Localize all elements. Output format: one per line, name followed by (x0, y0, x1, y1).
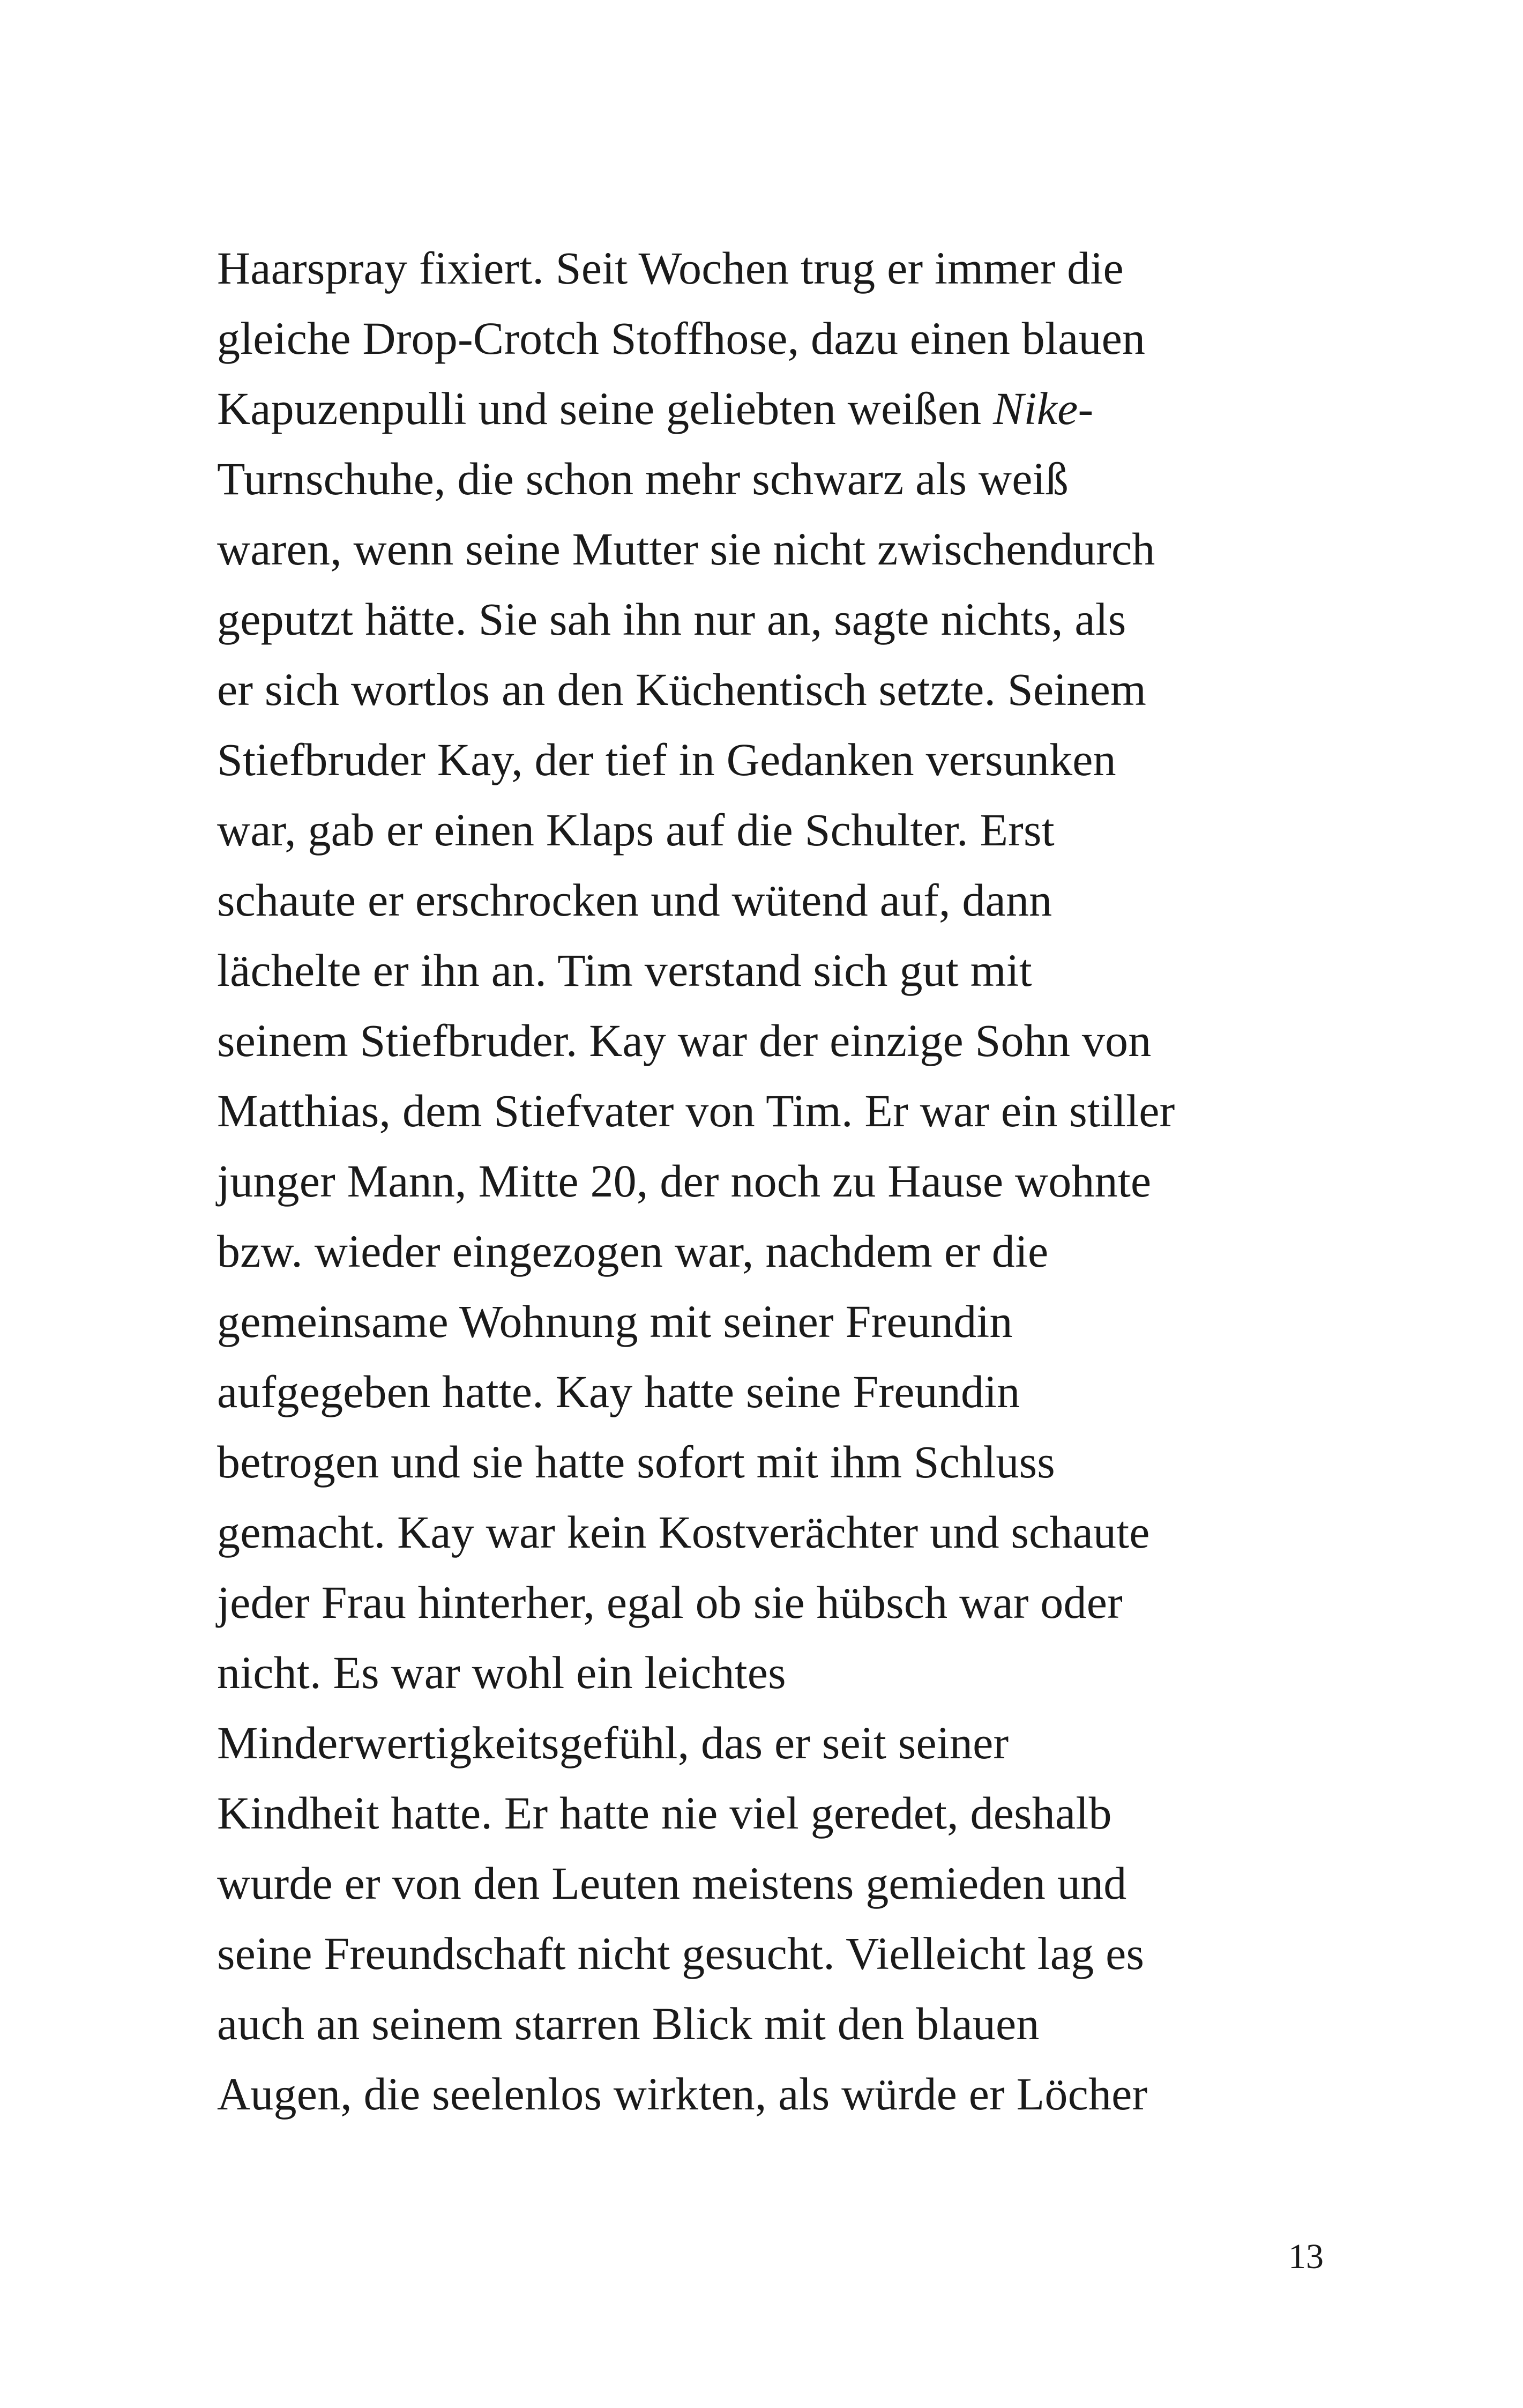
text-line: seinem Stiefbruder. Kay war der einzige Sohn von (217, 1015, 1152, 1066)
text-line: seine Freundschaft nicht gesucht. Vielleicht lag es (217, 1928, 1145, 1979)
text-line: aufgegeben hatte. Kay hatte seine Freundin (217, 1366, 1020, 1417)
text-line: Matthias, dem Stiefvater von Tim. Er war ein stiller (217, 1085, 1175, 1136)
text-line: bzw. wieder eingezogen war, nachdem er die (217, 1225, 1049, 1277)
text-line: Turnschuhe, die schon mehr schwarz als weiß (217, 453, 1069, 504)
text-line: auch an seinem starren Blick mit den blauen (217, 1998, 1040, 2049)
text-line: waren, wenn seine Mutter sie nicht zwischendurch (217, 523, 1155, 575)
text-line: Stiefbruder Kay, der tief in Gedanken versunken (217, 734, 1116, 785)
page-number: 13 (1288, 2237, 1324, 2276)
text-line: Minderwertigkeitsgefühl, das er seit seiner (217, 1717, 1009, 1768)
text-line: junger Mann, Mitte 20, der noch zu Hause wohnte (217, 1155, 1152, 1207)
text-line: Kindheit hatte. Er hatte nie viel geredet, deshalb (217, 1787, 1112, 1839)
text-line: geputzt hätte. Sie sah ihn nur an, sagte nichts, als (217, 593, 1126, 645)
text-line: schaute er erschrocken und wütend auf, dann (217, 874, 1052, 926)
body-paragraph (217, 233, 1353, 2129)
text-line: Haarspray fixiert. Seit Wochen trug er immer die (217, 242, 1124, 294)
text-line (217, 374, 1353, 444)
text-line: nicht. Es war wohl ein leichtes (217, 1647, 786, 1698)
text-line: betrogen und sie hatte sofort mit ihm Schluss (217, 1436, 1055, 1488)
brand-name-italic: Nike (993, 383, 1078, 434)
text-line: lächelte er ihn an. Tim verstand sich gut mit (217, 945, 1032, 996)
text-line: jeder Frau hinterher, egal ob sie hübsch war oder (217, 1577, 1123, 1628)
text-line: gemacht. Kay war kein Kostverächter und schaute (217, 1506, 1150, 1558)
text-line: gleiche Drop-Crotch Stoffhose, dazu einen blauen (217, 313, 1146, 364)
text-line: war, gab er einen Klaps auf die Schulter. Erst (217, 804, 1055, 856)
hyphen: - (1078, 383, 1094, 434)
text-line: gemeinsame Wohnung mit seiner Freundin (217, 1296, 1013, 1347)
text-line-start: Kapuzenpulli und seine geliebten weißen (217, 383, 994, 434)
text-line: wurde er von den Leuten meistens gemieden und (217, 1857, 1127, 1909)
text-line: Augen, die seelenlos wirkten, als würde er Löcher (217, 2068, 1148, 2120)
text-line: er sich wortlos an den Küchentisch setzte. Seinem (217, 664, 1147, 715)
